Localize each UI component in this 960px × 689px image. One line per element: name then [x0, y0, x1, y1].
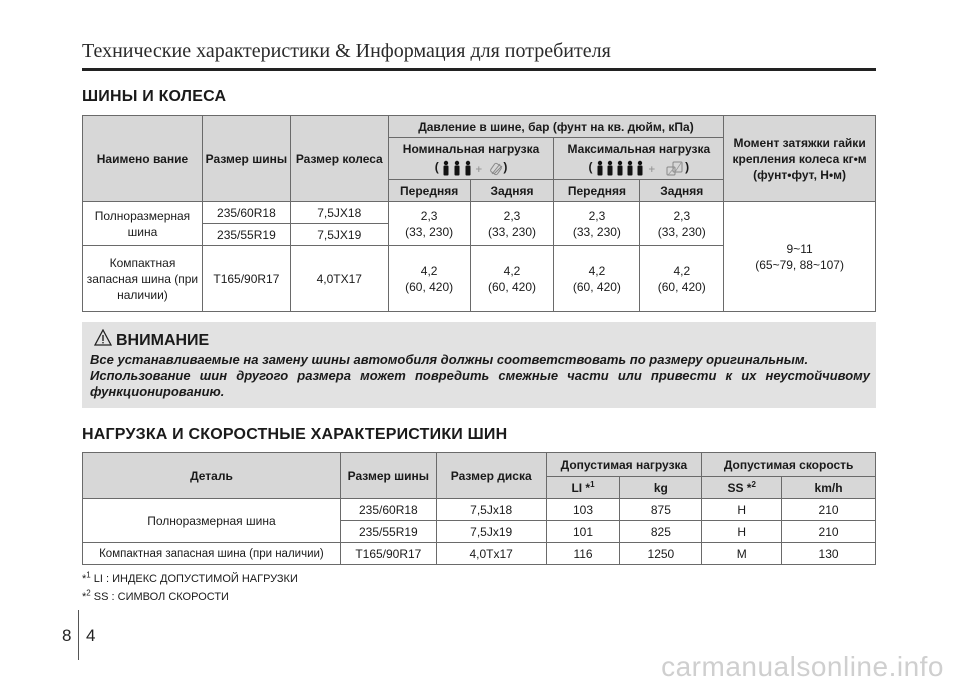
pressure-cell: [470, 202, 554, 246]
header-li-label: LI *: [571, 480, 591, 495]
footnote-ss: [82, 588, 229, 603]
pressure-value: 2,3: [503, 208, 521, 223]
pressure-cell: [640, 202, 724, 246]
torque-value: 9~11: [786, 241, 813, 256]
header-normal-load: [388, 138, 554, 180]
header-torque: Момент затяжки гайки крепления колеса кг•м (фунт•фут, Н•м): [724, 116, 876, 202]
header-normal-load-label: Номинальная нагрузка: [402, 142, 540, 157]
chapter-number: 8: [62, 626, 72, 645]
kmh-value: 210: [782, 499, 876, 521]
pressure-value: 4,2: [420, 263, 438, 278]
watermark: carmanualsonline.info: [661, 651, 944, 682]
footnote-sup: 2: [86, 588, 91, 598]
max-load-icons: ( + ): [588, 159, 690, 175]
header-li-sup: 1: [590, 479, 595, 489]
kg-value: 1250: [620, 543, 702, 565]
row-name-compact: Компактная запасная шина (при наличии): [83, 246, 203, 312]
pressure-value: 2,3: [420, 208, 438, 223]
tire-size: 235/55R19: [202, 224, 290, 246]
wheel-size: 4,0TX17: [290, 246, 388, 312]
load-section-title: НАГРУЗКА И СКОРОСТНЫЕ ХАРАКТЕРИСТИКИ ШИН: [82, 426, 508, 443]
pressure-value: 4,2: [588, 263, 606, 278]
header-disk-size: Размер диска: [436, 453, 546, 499]
pressure-cell: [388, 202, 470, 246]
footnote-text: LI : ИНДЕКС ДОПУСТИМОЙ НАГРУЗКИ: [90, 573, 298, 585]
pressure-alt: (33, 230): [657, 224, 706, 239]
pressure-value: 2,3: [673, 208, 691, 223]
header-rear: Задняя: [640, 180, 724, 202]
header-rear: Задняя: [470, 180, 554, 202]
person-icon: [596, 160, 662, 176]
warning-title: ВНИМАНИЕ: [116, 332, 210, 349]
header-ss-label: SS *: [727, 480, 752, 495]
warning-line-1: Все устанавливаемые на замену шины автомобиля должны соответствовать по размеру оригинальным.: [90, 352, 809, 367]
tire-size: 235/60R18: [340, 499, 436, 521]
header-max-load: [554, 138, 724, 180]
pressure-cell: [554, 202, 640, 246]
tires-section-title: ШИНЫ И КОЛЕСА: [82, 88, 227, 105]
tire-size: 235/60R18: [202, 202, 290, 224]
normal-load-icons: ( + ): [434, 160, 508, 175]
luggage-icon: [489, 160, 503, 176]
header-front: Передняя: [554, 180, 640, 202]
pressure-value: 4,2: [503, 263, 521, 278]
ss-value: H: [702, 521, 782, 543]
footnote-mark: *: [82, 573, 87, 585]
wheel-size: 7,5JX19: [290, 224, 388, 246]
svg-text:+: +: [475, 164, 483, 175]
tire-size: 235/55R19: [340, 521, 436, 543]
footnote-text: SS : СИМВОЛ СКОРОСТИ: [90, 591, 229, 603]
pressure-alt: (33, 230): [405, 224, 454, 239]
header-kg: kg: [620, 477, 702, 499]
pressure-alt: (33, 230): [572, 224, 621, 239]
svg-text:+: +: [647, 164, 656, 175]
pressure-cell: [388, 246, 470, 312]
pressure-value: 4,2: [673, 263, 691, 278]
header-tire-size: Размер шины: [340, 453, 436, 499]
row-part-full: Полноразмерная шина: [83, 499, 341, 543]
pressure-alt: (33, 230): [488, 224, 537, 239]
footnote-mark: *: [82, 591, 87, 603]
warning-box: [82, 322, 876, 408]
li-value: 101: [546, 521, 620, 543]
pressure-alt: (60, 420): [657, 279, 706, 294]
header-tire-size: Размер шины: [202, 116, 290, 202]
tire-size: T165/90R17: [340, 543, 436, 565]
tire-size: T165/90R17: [202, 246, 290, 312]
li-value: 116: [546, 543, 620, 565]
header-max-load-label: Максимальная нагрузка: [567, 141, 711, 156]
disk-size: 4,0Tx17: [436, 543, 546, 565]
page-number-divider: [78, 610, 79, 660]
pressure-alt: (60, 420): [405, 279, 454, 294]
header-front: Передняя: [388, 180, 470, 202]
pressure-value: 2,3: [588, 208, 606, 223]
header-ss-sup: 2: [751, 479, 756, 489]
wheel-size: 7,5JX18: [290, 202, 388, 224]
pressure-alt: (60, 420): [488, 279, 537, 294]
pressure-cell: [640, 246, 724, 312]
pressure-alt: (60, 420): [572, 279, 621, 294]
pressure-cell: [554, 246, 640, 312]
warning-icon: [94, 329, 112, 346]
header-wheel-size: Размер колеса: [290, 116, 388, 202]
header-pressure: Давление в шине, бар (фунт на кв. дюйм, кПа): [388, 116, 724, 138]
person-icon: [442, 160, 486, 176]
header-name: Наимено вание: [83, 116, 203, 202]
page-number: 4: [86, 626, 96, 645]
header-li: [546, 477, 620, 499]
row-part-compact: Компактная запасная шина (при наличии): [83, 543, 341, 565]
kg-value: 875: [620, 499, 702, 521]
header-allowed-load: Допустимая нагрузка: [546, 453, 702, 477]
ss-value: H: [702, 499, 782, 521]
torque-cell: [724, 202, 876, 312]
header-allowed-speed: Допустимая скорость: [702, 453, 876, 477]
luggage-icon: [665, 159, 685, 177]
kg-value: 825: [620, 521, 702, 543]
footnote-sup: 1: [86, 570, 91, 580]
warning-line-2: Использование шин другого размера может повредить смежные части или привести к их неустойчивому функционированию.: [90, 368, 870, 399]
kmh-value: 130: [782, 543, 876, 565]
header-rule: [82, 68, 876, 71]
warning-text: [90, 352, 870, 400]
load-speed-table: [82, 452, 876, 565]
header-kmh: km/h: [782, 477, 876, 499]
disk-size: 7,5Jx19: [436, 521, 546, 543]
ss-value: M: [702, 543, 782, 565]
torque-alt: (65~79, 88~107): [755, 257, 844, 272]
pressure-cell: [470, 246, 554, 312]
li-value: 103: [546, 499, 620, 521]
header-ss: [702, 477, 782, 499]
row-name-full: Полноразмерная шина: [83, 202, 203, 246]
page-header-title: Технические характеристики & Информация для потребителя: [82, 40, 611, 62]
tires-wheels-table: [82, 115, 876, 312]
header-part: Деталь: [83, 453, 341, 499]
disk-size: 7,5Jx18: [436, 499, 546, 521]
kmh-value: 210: [782, 521, 876, 543]
footnote-li: [82, 570, 298, 585]
